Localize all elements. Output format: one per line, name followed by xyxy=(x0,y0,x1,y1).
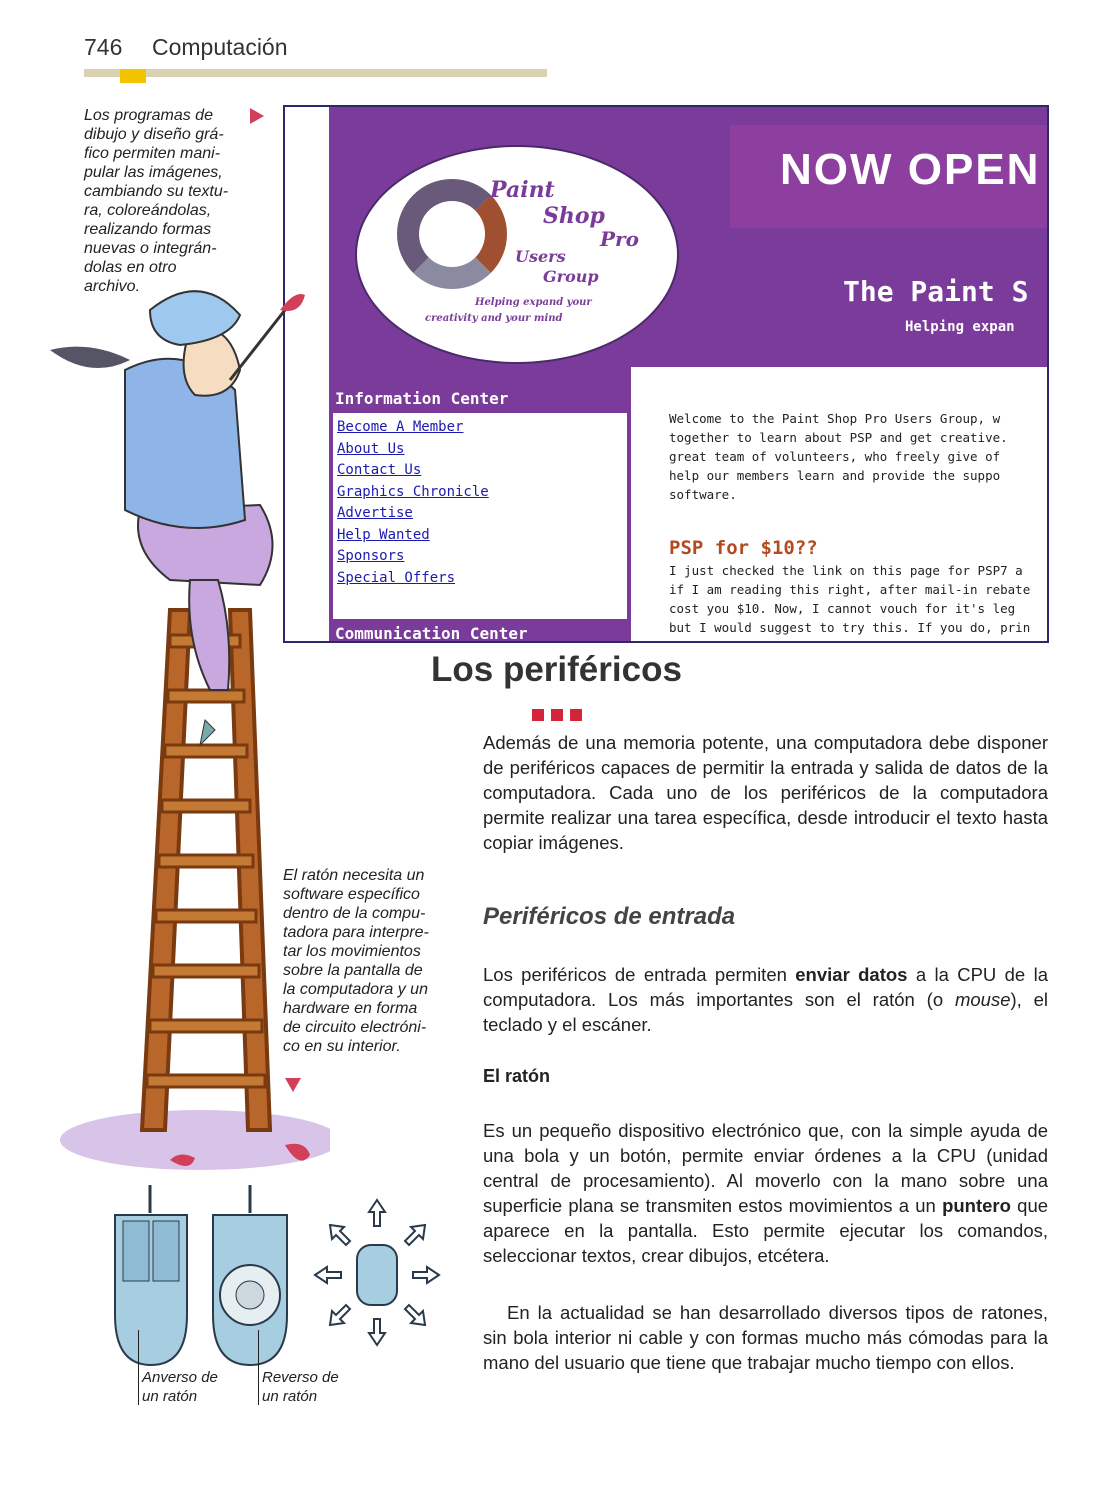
mouse-caption: El ratón necesita un software específico dentro de la compu- tadora para interpre- tar los movimientos sobre la pantalla de la computadora y un hardware en forma de circuito electróni- co en su interior. xyxy=(283,867,429,1055)
input-paragraph: Los periféricos de entrada permiten enviar datos a la CPU de la computadora. Los más importantes son el ratón (o mouse), el teclado y el escáner. xyxy=(483,964,1049,1035)
raton-paragraph: Es un pequeño dispositivo electrónico que, con la simple ayuda de una bola y un botón, permite enviar órdenes a la CPU (unidad central de procesamiento). Al moverlo con la mano sobre una superficie plana se transmiten estos movimientos a un puntero que aparece en la pantalla. Esto permite ejecutar los comandos, seleccionar textos, crear dibujos, etcétera. xyxy=(483,1120,1049,1266)
decor-square xyxy=(570,709,582,721)
subsection-title: Periféricos de entrada xyxy=(483,903,736,930)
intro-paragraph: Además de una memoria potente, una computadora debe disponer de periféricos capaces de permitir la entrada y salida de datos de la computadora. Cada uno de los periféricos de la computadora permite realizar una tarea específica, desde introducir el texto hasta copiar imágenes. xyxy=(483,732,1048,853)
nav-link[interactable]: Sponsors xyxy=(337,548,405,564)
raton-heading: El ratón xyxy=(483,1066,551,1086)
back-mouse-caption: Reverso de un ratón xyxy=(262,1369,339,1405)
nav-link[interactable]: Graphics Chronicle xyxy=(337,483,489,500)
header-accent xyxy=(120,69,146,83)
graphics-caption: Los programas de dibujo y diseño grá- fico permiten mani- pular las imágenes, cambiando su textu- ra, coloreándolas, realizando formas nuevas o integrán- dolas en otro archivo. xyxy=(84,107,229,295)
now-open-banner: NOW OPEN xyxy=(730,125,1049,228)
nav-link[interactable]: Special Offers xyxy=(337,569,456,586)
header-rule xyxy=(84,69,547,77)
nav-link[interactable]: Become A Member xyxy=(337,419,464,435)
nav-link[interactable]: Advertise xyxy=(337,505,413,521)
information-center-heading: Information Center xyxy=(335,389,509,408)
psp-heading: PSP for $10?? xyxy=(669,537,818,559)
nav-link[interactable]: Contact Us xyxy=(337,462,422,478)
nav-link[interactable]: Help Wanted xyxy=(337,526,430,543)
website-screenshot: Paint Shop Pro Users Group Helping expand your creativity and your mind NOW OPEN The Paint S Helping expan Information Center Become A Member About Us Contact Us Graphics Chronicle Advertise Help Wanted Sponsors Special Offers Communication Center Welcome to the Paint Shop Pro Users Group, w together to learn about PSP and get creative. great team of volunteers, who freely give of help our members learn and provide the suppo software. PSP for $10?? I just checked the link on this page for PSP7 a if I am reading this right, after mail-in rebate cost you $10. Now, I cannot vouch for it's leg but I would suggest to try this. If you do, prin xyxy=(283,105,1049,643)
communication-center-heading: Communication Center xyxy=(335,624,528,643)
nav-link[interactable]: About Us xyxy=(337,440,405,457)
site-subtitle: Helping expan xyxy=(905,319,1015,335)
site-title: The Paint S xyxy=(843,275,1029,308)
nav-menu xyxy=(331,411,629,621)
article-title: Los periféricos xyxy=(431,650,682,689)
section-title: Computación xyxy=(152,34,288,60)
arrow-right-icon xyxy=(250,108,264,124)
decor-square xyxy=(532,709,544,721)
arrow-down-icon xyxy=(285,1078,301,1092)
mouse-movement-icon xyxy=(357,1245,397,1305)
decor-square xyxy=(551,709,563,721)
front-mouse-caption: Anverso de un ratón xyxy=(142,1369,218,1405)
welcome-text: Welcome to the Paint Shop Pro Users Group, w together to learn about PSP and get creative. great team of volunteers, who freely give of help our members learn and provide the suppo software. xyxy=(669,411,1008,502)
psp-text: I just checked the link on this page for PSP7 a if I am reading this right, after mail-in rebate cost you $10. Now, I cannot vouch for it's leg but I would suggest to try this. If you do, prin xyxy=(669,563,1031,635)
raton-paragraph-2: En la actualidad se han desarrollado diversos tipos de ratones, sin bola interior ni cable y con formas mucho más cómodas para la mano del usuario que tiene que trabajar mucho tiempo con ellos. xyxy=(483,1302,1048,1373)
page-number: 746 xyxy=(84,34,123,60)
